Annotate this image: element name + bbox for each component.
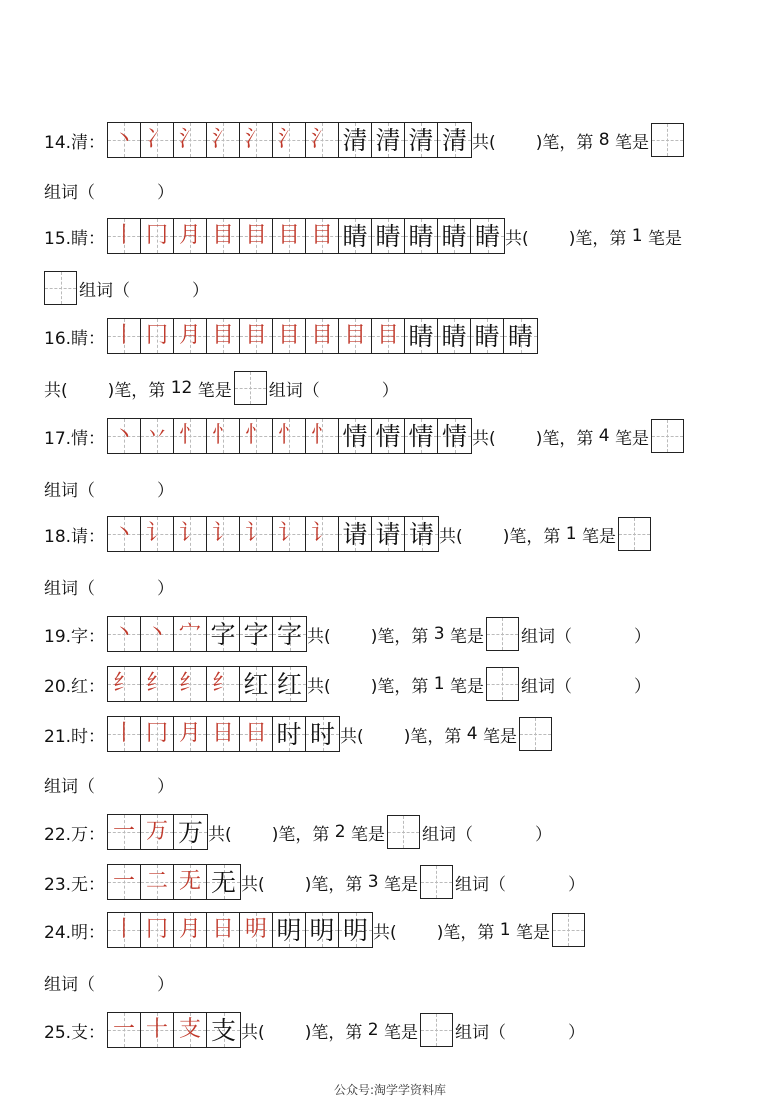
zuci-close: ） [157,182,174,203]
bi-di-text: )笔，第 [107,380,166,401]
bi-di-text: )笔，第 [502,526,561,547]
stroke-cell: 请 [339,517,372,551]
exercise-label: 24.明： [44,922,106,943]
stroke-cell: 纟 [108,667,141,701]
stroke-order-grid [107,912,373,948]
exercise-label: 22.万： [44,824,106,845]
bi-shi-text: 笔是 [515,922,550,943]
bi-di-text: )笔，第 [370,626,429,647]
stroke-cell: 一 [108,865,141,899]
stroke-order-grid [107,864,241,900]
stroke-cell: 丨 [108,319,141,353]
zuci-open: 组词（ [520,676,572,697]
bi-shi-text: 笔是 [581,526,616,547]
stroke-cell: 忄 [240,419,273,453]
bi-shi-text: 笔是 [614,428,649,449]
gong-text: 共( [44,380,68,401]
stroke-cell: 明 [339,913,372,947]
stroke-cell: 字 [240,617,273,651]
stroke-cell: 睛 [372,219,405,253]
stroke-cell: 纟 [141,667,174,701]
stroke-cell: 目 [306,219,339,253]
answer-box[interactable] [486,617,519,651]
stroke-cell: 一 [108,1013,141,1047]
stroke-cell: 红 [273,667,306,701]
bi-shi-text: 笔是 [647,228,682,249]
stroke-cell: 睛 [471,319,504,353]
stroke-cell: 目 [306,319,339,353]
gong-text: 共( [241,874,265,895]
stroke-number: 12 [170,378,193,398]
bi-shi-text: 笔是 [383,1022,418,1043]
zuci-close: ） [381,380,399,401]
stroke-cell: 清 [438,123,471,157]
exercise-14 [44,122,686,158]
exercise-label: 20.红： [44,676,106,697]
answer-box[interactable] [420,1013,453,1047]
stroke-cell: 睛 [504,319,537,353]
stroke-cell: 睛 [405,219,438,253]
exercise-17 [44,418,686,454]
zuci-close: ） [157,480,174,501]
stroke-cell: 万 [141,815,174,849]
stroke-cell: 忄 [207,419,240,453]
stroke-cell: 丶 [108,419,141,453]
exercise-label: 18.请： [44,526,106,547]
zuci-close: ） [157,776,174,797]
bi-di-text: )笔，第 [535,428,594,449]
exercise-label: 21.时： [44,726,106,747]
answer-box[interactable] [420,865,453,899]
stroke-order-grid [107,616,307,652]
stroke-order-grid [107,1012,241,1048]
answer-line-16 [44,370,399,406]
stroke-cell: 一 [108,815,141,849]
stroke-cell: 日 [207,717,240,751]
exercise-19 [44,616,651,652]
stroke-number: 1 [499,920,511,940]
stroke-cell: 明 [306,913,339,947]
bi-shi-text: 笔是 [383,874,418,895]
stroke-cell: 情 [339,419,372,453]
stroke-number: 1 [565,524,577,544]
zuci-open: 组词（ [79,280,130,301]
bi-shi-text: 笔是 [350,824,385,845]
answer-box[interactable] [387,815,420,849]
exercise-label: 19.字： [44,626,106,647]
stroke-cell: 目 [372,319,405,353]
stroke-number: 4 [466,724,478,744]
bi-shi-text: 笔是 [614,132,649,153]
bi-shi-text: 笔是 [449,626,484,647]
stroke-number: 4 [598,426,610,446]
stroke-number: 2 [367,1020,379,1040]
bi-shi-text: 笔是 [449,676,484,697]
stroke-cell: 讠 [141,517,174,551]
gong-text: 共( [439,526,463,547]
stroke-cell: 情 [372,419,405,453]
stroke-cell: 忄 [174,419,207,453]
stroke-cell: 万 [174,815,207,849]
stroke-cell: 字 [273,617,306,651]
zuci-close: ） [157,974,174,995]
stroke-cell: 冂 [141,913,174,947]
zuci-open: 组词（ [520,626,572,647]
stroke-cell: 忄 [306,419,339,453]
answer-box[interactable] [618,517,651,551]
zuci-close: ） [534,824,552,845]
zuci-open: 组词（ [421,824,473,845]
exercise-15 [44,218,682,254]
stroke-number: 8 [598,130,610,150]
stroke-cell: 丨 [108,717,141,751]
stroke-cell: 讠 [174,517,207,551]
stroke-number: 3 [433,624,445,644]
stroke-cell: 目 [273,319,306,353]
stroke-cell: 明 [240,913,273,947]
zuci-line-15 [44,270,209,306]
stroke-cell: 清 [372,123,405,157]
zuci-open: 组词（ [454,874,506,895]
stroke-cell: 目 [240,219,273,253]
stroke-number: 1 [631,226,643,246]
gong-text: 共( [241,1022,265,1043]
stroke-cell: 红 [240,667,273,701]
stroke-cell: 氵 [240,123,273,157]
bi-di-text: )笔，第 [535,132,594,153]
exercise-label: 23.无： [44,874,106,895]
gong-text: 共( [472,428,496,449]
zuci-open: 组词（ [44,776,95,797]
stroke-cell: 丶 [108,517,141,551]
stroke-cell: 明 [273,913,306,947]
bi-di-text: )笔，第 [370,676,429,697]
bi-di-text: )笔，第 [304,874,363,895]
exercise-label: 16.睛： [44,328,106,349]
exercise-16 [44,318,538,354]
stroke-cell: 日 [207,913,240,947]
stroke-cell: 月 [174,219,207,253]
zuci-close: ） [157,578,174,599]
answer-box[interactable] [44,271,77,305]
exercise-24 [44,912,587,948]
stroke-cell: 目 [207,319,240,353]
stroke-number: 2 [334,822,346,842]
stroke-cell: 日 [240,717,273,751]
stroke-cell: 氵 [174,123,207,157]
stroke-order-grid [107,814,208,850]
gong-text: 共( [472,132,496,153]
zuci-line-24 [44,964,174,1000]
stroke-cell: 睛 [339,219,372,253]
zuci-close: ） [192,280,209,301]
stroke-cell: 冂 [141,319,174,353]
bi-di-text: )笔，第 [403,726,462,747]
stroke-cell: 月 [174,913,207,947]
zuci-line-18 [44,568,174,604]
stroke-number: 3 [367,872,379,892]
stroke-cell: 无 [174,865,207,899]
stroke-cell: 氵 [306,123,339,157]
bi-di-text: )笔，第 [304,1022,363,1043]
stroke-cell: 清 [339,123,372,157]
stroke-cell: 情 [405,419,438,453]
stroke-cell: 目 [273,219,306,253]
exercise-23 [44,864,585,900]
stroke-cell: 十 [141,1013,174,1047]
stroke-cell: 纟 [207,667,240,701]
exercise-18 [44,516,653,552]
stroke-number: 1 [433,674,445,694]
zuci-open: 组词（ [44,480,95,501]
bi-di-text: )笔，第 [271,824,330,845]
gong-text: 共( [505,228,529,249]
stroke-cell: 二 [141,865,174,899]
bi-di-text: )笔，第 [436,922,495,943]
answer-box[interactable] [651,123,684,157]
gong-text: 共( [307,626,331,647]
exercise-label: 25.支： [44,1022,106,1043]
stroke-cell: 支 [174,1013,207,1047]
zuci-open: 组词（ [44,578,95,599]
stroke-order-grid [107,218,505,254]
stroke-cell: 丶 [108,123,141,157]
bi-shi-text: 笔是 [197,380,232,401]
gong-text: 共( [208,824,232,845]
stroke-cell: 冂 [141,717,174,751]
bi-di-text: )笔，第 [568,228,627,249]
stroke-order-grid [107,122,472,158]
stroke-cell: 丨 [108,913,141,947]
zuci-open: 组词（ [44,974,95,995]
zuci-open: 组词（ [454,1022,506,1043]
gong-text: 共( [340,726,364,747]
answer-box[interactable] [519,717,552,751]
stroke-cell: 目 [240,319,273,353]
stroke-cell: 冫 [141,123,174,157]
zuci-close: ） [633,676,651,697]
zuci-line-14 [44,172,174,208]
stroke-cell: 冂 [141,219,174,253]
zuci-open: 组词（ [44,182,95,203]
stroke-cell: 目 [339,319,372,353]
stroke-cell: 无 [207,865,240,899]
stroke-cell: 氵 [207,123,240,157]
stroke-cell: 丶 [108,617,141,651]
exercise-20 [44,666,651,702]
stroke-cell: 请 [372,517,405,551]
stroke-cell: 目 [207,219,240,253]
exercise-25 [44,1012,585,1048]
stroke-cell: 睛 [438,319,471,353]
exercise-22 [44,814,552,850]
exercise-label: 15.睛： [44,228,106,249]
zuci-line-21 [44,766,174,802]
zuci-line-17 [44,470,174,506]
stroke-cell: 睛 [471,219,504,253]
stroke-cell: 时 [273,717,306,751]
stroke-cell: 丷 [141,419,174,453]
bi-shi-text: 笔是 [482,726,517,747]
answer-box[interactable] [234,371,267,405]
stroke-cell: 月 [174,717,207,751]
stroke-cell: 支 [207,1013,240,1047]
exercise-21 [44,716,554,752]
answer-box[interactable] [651,419,684,453]
stroke-cell: 月 [174,319,207,353]
zuci-close: ） [633,626,651,647]
exercise-label: 17.情： [44,428,106,449]
stroke-cell: 讠 [306,517,339,551]
stroke-cell: 讠 [207,517,240,551]
stroke-cell: 请 [405,517,438,551]
footer-watermark: 公众号:淘学学资料库 [333,1083,447,1097]
zuci-close: ） [567,1022,585,1043]
gong-text: 共( [373,922,397,943]
gong-text: 共( [307,676,331,697]
stroke-order-grid [107,666,307,702]
stroke-cell: 字 [207,617,240,651]
answer-box[interactable] [552,913,585,947]
zuci-open: 组词（ [268,380,320,401]
stroke-cell: 忄 [273,419,306,453]
stroke-cell: 时 [306,717,339,751]
stroke-order-grid [107,418,472,454]
stroke-order-grid [107,318,538,354]
stroke-cell: 情 [438,419,471,453]
stroke-cell: 宀 [174,617,207,651]
stroke-order-grid [107,716,340,752]
stroke-cell: 清 [405,123,438,157]
stroke-cell: 讠 [273,517,306,551]
stroke-cell: 丶 [141,617,174,651]
stroke-cell: 睛 [405,319,438,353]
stroke-cell: 讠 [240,517,273,551]
stroke-cell: 氵 [273,123,306,157]
zuci-close: ） [567,874,585,895]
stroke-cell: 睛 [438,219,471,253]
exercise-label: 14.清： [44,132,106,153]
stroke-order-grid [107,516,439,552]
stroke-cell: 纟 [174,667,207,701]
stroke-cell: 丨 [108,219,141,253]
answer-box[interactable] [486,667,519,701]
